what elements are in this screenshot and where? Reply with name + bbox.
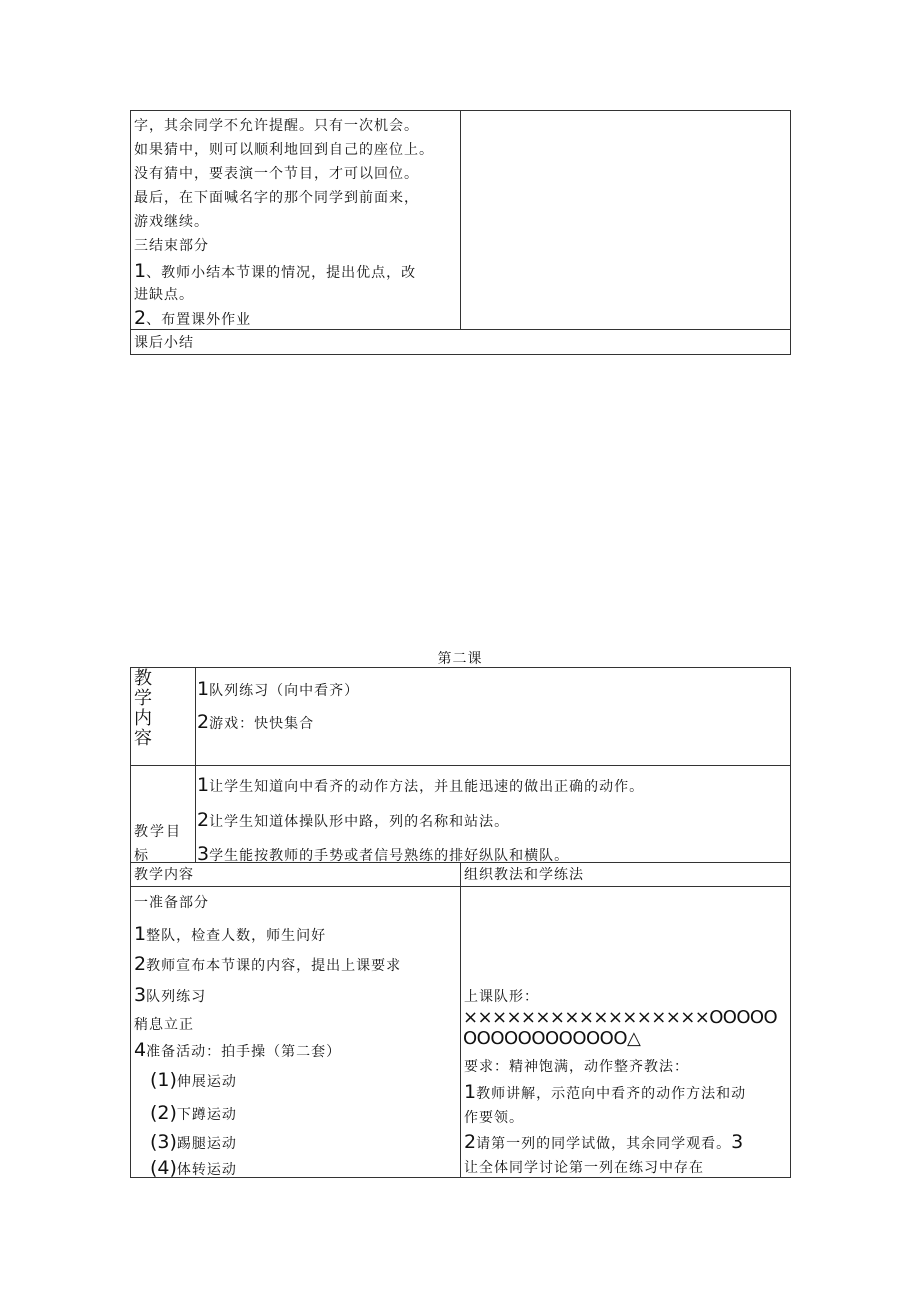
formation-row-1: ×××××××××××××××××OOOOO [463, 1007, 778, 1028]
exercise-1-text: 伸展运动 [176, 1074, 237, 1090]
exercise-1 [150, 1071, 237, 1091]
prep-step-2 [134, 955, 401, 975]
exercise-4-text: 体转运动 [176, 1162, 237, 1178]
end-item-1-number: 1 [134, 260, 147, 282]
content-item-1-text: 队列练习（向中看齐） [209, 683, 360, 699]
prep-step-1 [134, 925, 326, 945]
teaching-goal-label: 教学目标 [134, 824, 182, 864]
method-2-text: 请第一列的同学试做，其余同学观看。 [476, 1136, 732, 1152]
content-item-1-number: 1 [197, 678, 210, 700]
goal-item-1-number: 1 [197, 774, 210, 796]
lesson-title: 第二课 [437, 651, 483, 667]
prep-step-2-number: 2 [134, 953, 147, 975]
exercise-3-text: 踢腿运动 [176, 1136, 237, 1152]
prep-step-4-text: 准备活动：拍手操（第二套） [146, 1044, 342, 1060]
after-class-summary-label: 课后小结 [134, 335, 194, 351]
goal-item-1-text: 让学生知道向中看齐的动作方法，并且能迅速的做出正确的动作。 [209, 779, 645, 795]
column-header-methods: 组织教法和学练法 [464, 867, 584, 883]
goal-item-1 [197, 776, 644, 796]
section-end-heading: 三结束部分 [134, 238, 209, 254]
table-1-column-divider [460, 110, 461, 329]
game-rule-line-1: 字，其余同学不允许提醒。只有一次机会。 [134, 118, 419, 134]
column-header-content: 教学内容 [134, 867, 194, 883]
goal-item-3-text: 学生能按教师的手势或者信号熟练的排好纵队和横队。 [209, 848, 570, 864]
method-3-continued: 让全体同学讨论第一列在练习中存在 [464, 1160, 704, 1176]
method-3-number: 3 [731, 1131, 744, 1153]
table-2-row-divider-1 [130, 765, 791, 766]
exercise-3-number: (3) [150, 1131, 177, 1153]
method-1-number: 1 [464, 1081, 477, 1103]
end-item-2-number: 2 [134, 307, 147, 329]
prep-section-heading: 一准备部分 [134, 895, 209, 911]
method-1 [464, 1083, 746, 1103]
content-item-1 [197, 680, 359, 700]
teaching-content-label: 教学内容 [134, 668, 152, 749]
goal-item-2-number: 2 [197, 809, 210, 831]
method-1-continued: 作要领。 [464, 1110, 524, 1126]
exercise-2-number: (2) [150, 1102, 177, 1124]
prep-step-1-number: 1 [134, 923, 147, 945]
exercise-2-text: 下蹲运动 [176, 1107, 237, 1123]
end-item-2 [134, 309, 251, 329]
method-2 [464, 1133, 743, 1153]
content-item-2-number: 2 [197, 711, 210, 733]
end-item-1-continued: 进缺点。 [134, 287, 194, 303]
game-rule-line-2: 如果猜中，则可以顺利地回到自己的座位上。 [134, 142, 434, 158]
game-rule-line-4: 最后，在下面喊名字的那个同学到前面来， [134, 190, 419, 206]
prep-step-3-text: 队列练习 [146, 989, 207, 1005]
game-rule-line-5: 游戏继续。 [134, 214, 209, 230]
game-rule-line-3: 没有猜中，要表演一个节目，才可以回位。 [134, 166, 419, 182]
table-1-row-divider [130, 329, 791, 330]
prep-step-4-number: 4 [134, 1039, 147, 1061]
goal-item-3-number: 3 [197, 843, 210, 865]
stand-at-ease-text: 稍息立正 [134, 1017, 194, 1033]
prep-step-3-number: 3 [134, 984, 147, 1006]
goal-item-2 [197, 811, 509, 831]
exercise-4-number: (4) [150, 1157, 177, 1179]
formation-label: 上课队形： [464, 989, 539, 1005]
end-item-1 [134, 262, 416, 282]
exercise-3 [150, 1133, 237, 1153]
prep-step-3 [134, 986, 206, 1006]
exercise-2 [150, 1104, 237, 1124]
end-item-2-text: 、布置课外作业 [146, 312, 252, 328]
goal-item-2-text: 让学生知道体操队形中路，列的名称和站法。 [209, 814, 510, 830]
end-item-1-text: 、教师小结本节课的情况，提出优点，改 [146, 265, 417, 281]
table-2-column-divider [460, 862, 461, 1178]
requirement-text: 要求：精神饱满，动作整齐教法： [464, 1059, 689, 1075]
exercise-1-number: (1) [150, 1069, 177, 1091]
method-1-text: 教师讲解，示范向中看齐的动作方法和动 [476, 1086, 747, 1102]
content-item-2 [197, 713, 314, 733]
method-2-number: 2 [464, 1131, 477, 1153]
formation-row-2: OOOOOOOOOOOO△ [463, 1028, 641, 1049]
prep-step-2-text: 教师宣布本节课的内容，提出上课要求 [146, 958, 402, 974]
exercise-4 [150, 1159, 237, 1179]
prep-step-1-text: 整队，检查人数，师生问好 [146, 928, 327, 944]
goal-item-3 [197, 845, 569, 865]
prep-step-4 [134, 1041, 341, 1061]
content-item-2-text: 游戏：快快集合 [209, 716, 315, 732]
